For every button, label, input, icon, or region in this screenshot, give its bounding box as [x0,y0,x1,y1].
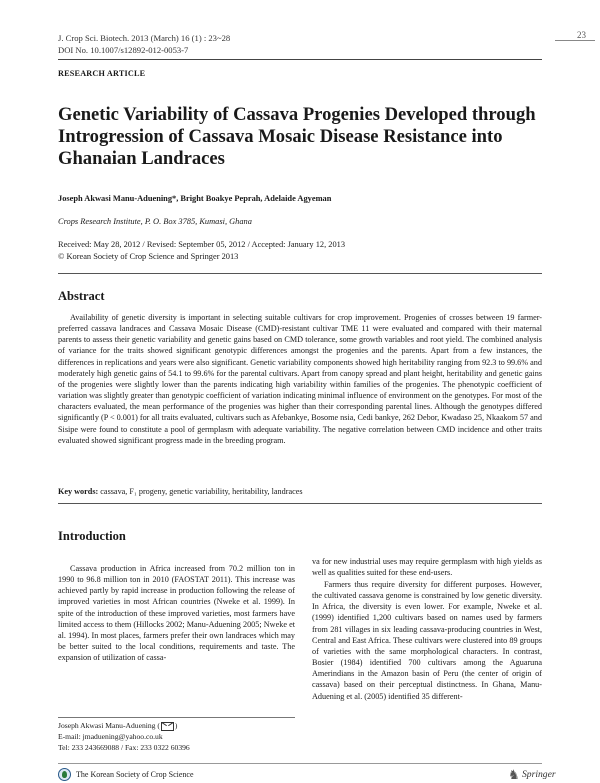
contact-name: Joseph Akwasi Manu-Aduening ( [58,721,160,730]
springer-horse-icon: ♞ [508,767,520,782]
journal-citation: J. Crop Sci. Biotech. 2013 (March) 16 (1) : 23~28 [58,33,231,43]
envelope-icon [161,722,174,731]
introduction-right-column-para-2: Farmers thus require diversity for different purposes. However, the cultivated cassava genome is constrained by low genetic diversity. In Africa, the diversity is even lower. For example, Nweke et al. (1999) identified 1,200 cultivars based on names used by farmers from 281 villages in six leading cassava-producing countries in West, Central and East Africa. These cultivars were clustered into 89 groups of varieties with the same morphological characters. In contrast, Bosier (1984) identified 700 cultivars among the Aguaruna Amerindians in the Amazon basin of Peru (the center of origin of cassava) based on their perceptual distinctness. In Ghana, Manu-Aduening et al. (2005) identified 35 different- [312,580,542,701]
header-rule [58,59,542,60]
header-corner-rule [555,40,595,41]
contact-name-close: ) [174,721,178,730]
keywords-bottom-rule [58,503,542,504]
paper-title [58,104,548,170]
keywords [58,487,303,496]
affiliation: Crops Research Institute, P. O. Box 3785, Kumasi, Ghana [58,217,252,226]
introduction-heading: Introduction [58,529,126,543]
keywords-label: Key words: [58,487,99,496]
abstract-top-rule [58,273,542,274]
footer-rule [58,763,542,764]
doi-number: DOI No. 10.1007/s12892-012-0053-7 [58,45,189,55]
title-line-2: Introgression of Cassava Mosaic Disease Resistance into [58,126,503,147]
title-line-3: Ghanaian Landraces [58,148,225,169]
keywords-text: cassava, F₁ progeny, genetic variability, heritability, landraces [100,487,303,496]
corresponding-author [58,721,177,731]
received-dates: Received: May 28, 2012 / Revised: September 05, 2012 / Accepted: January 12, 2013 [58,240,346,249]
publisher-name: Springer [522,769,556,780]
author-list: Joseph Akwasi Manu-Aduening*, Bright Boakye Peprah, Adelaide Agyeman [58,194,332,203]
contact-rule [58,717,295,718]
title-line-1: Genetic Variability of Cassava Progenies Developed through [58,104,536,125]
footer-society-name: The Korean Society of Crop Science [76,770,194,779]
abstract-text: Availability of genetic diversity is important in selecting suitable cultivars for crop improvement. Progenies of crosses between 19 farmer-preferred cassava landraces and Cassava Mosaic Disease (CMD)-resistant cultivar TME 11 were evaluated and compared with their maternal parents to assess their genetic variability and genetic gains based on CMD tolerance, some growth variables and root yield. The combined analysis of variance for the traits showed significant genotypic differences amongst the progenies and the parents. Apart from a few instances, the differences in replications and years were also significant. Genetic variability components showed high heritability ranging from 92.3 to 99.6% and moderately high genetic gains of 54.1 to 99.6% for the parental cultivars. Apart from canopy spread and plant height, heritability and genetic gains of the progenies were slightly lower than the parents indicating high variability within families of the progenies. The phenotypic coefficient of variation was slightly greater than genotypic coefficient of variation indicating minimal influence of environment on the genotypes. For most of the characters evaluated, the mean performance of the progenies was higher than their corresponding parental lines. Although the genotypes differed significantly (P < 0.001) for all traits evaluated, cultivars such as Afebankye, Bosome nsia, Cedi bankye, 262 Debor, Kwadaso 25, Nkaakom 57 and Sisipe were found to constitute a pool of germplasm with adequate variability. The negative correlation between CMD incidence and other traits evaluated showed significant progress made in the breeding program. [58,313,542,445]
page-number: 23 [577,30,586,40]
article-type: RESEARCH ARTICLE [58,69,146,78]
copyright-notice: © Korean Society of Crop Science and Springer 2013 [58,252,239,261]
society-logo-icon [58,768,71,781]
introduction-left-column: Cassava production in Africa increased from 70.2 million ton in 1990 to 96.8 million ton in 2010 (FAOSTAT 2011). This increase was achieved partly by rapid increase in production following the release of improved varieties in most African countries (Nweke et al. 1999). In spite of the introduction of these improved varieties, most farmers have limited access to them (Hillocks 2002; Manu-Aduening 2005; Nweke et al. 1994). In most places, farmers prefer their own landraces which may be better suited to the local conditions, requirements and taste. The expansion of utilization of cassa- [58,564,295,663]
introduction-right-column-para-1: va for new industrial uses may require germplasm with high yields as well as qualities suited for these end-users. [312,557,542,578]
abstract-heading: Abstract [58,289,105,303]
contact-email[interactable]: E-mail: jmaduening@yahoo.co.uk [58,732,163,741]
contact-phone: Tel: 233 243669088 / Fax: 233 0322 60396 [58,743,190,752]
